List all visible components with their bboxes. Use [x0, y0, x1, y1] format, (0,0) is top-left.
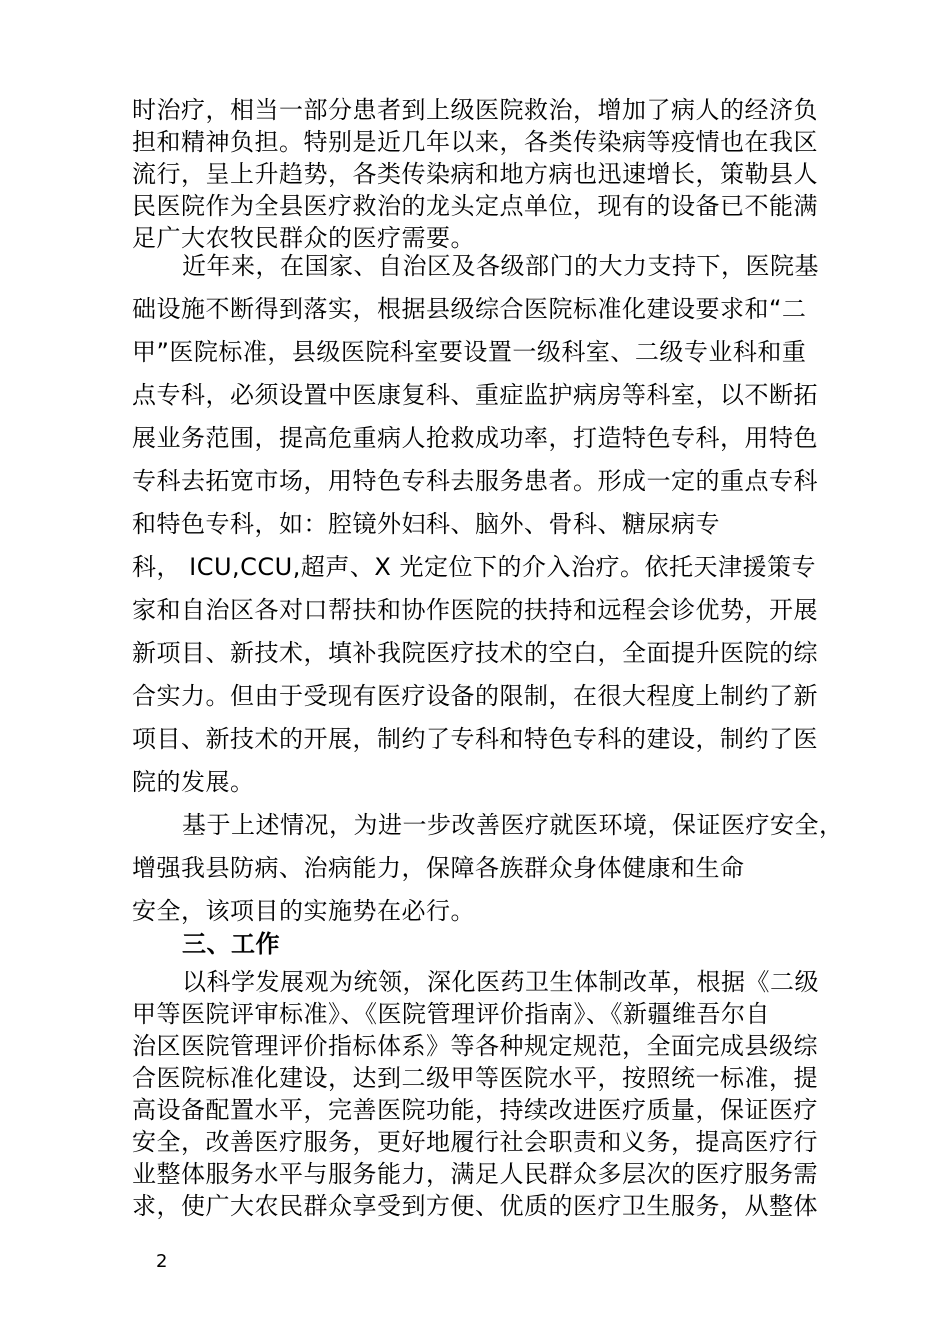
text-line: 安全，该项目的实施势在必行。: [132, 897, 475, 925]
text-line: 增强我县防病、治病能力，保障各族群众身体健康和生命: [132, 854, 745, 882]
text-line: 专科去拓宽市场，用特色专科去服务患者。形成一定的重点专科: [132, 467, 818, 495]
paragraph-3: [132, 804, 844, 933]
paragraph-4: [132, 966, 832, 1222]
paragraph-1: [132, 94, 832, 254]
text-line: 础设施不断得到落实，根据县级综合医院标准化建设要求和“二: [132, 295, 807, 323]
text-line: 治区医院管理评价指标体系》等各种规定规范，全面完成县级综: [132, 1032, 818, 1060]
text-line: 安全，改善医疗服务，更好地履行社会职责和义务，提高医疗行: [132, 1128, 818, 1156]
text-line: 和特色专科，如：腔镜外妇科、脑外、骨科、糖尿病专: [132, 510, 720, 538]
text-line: 院的发展。: [132, 768, 255, 796]
text-line: 业整体服务水平与服务能力，满足人民群众多层次的医疗服务需: [132, 1160, 818, 1188]
text-line: 新项目、新技术，填补我院医疗技术的空白，全面提升医院的综: [132, 639, 818, 667]
text-line: 甲等医院评审标准》、《医院管理评价指南》、《新疆维吾尔自: [132, 1000, 770, 1028]
page-number: 2: [156, 1251, 168, 1272]
text-line: 点专科，必须设置中医康复科、重症监护病房等科室，以不断拓: [132, 381, 818, 409]
text-line: 项目、新技术的开展，制约了专科和特色专科的建设，制约了医: [132, 725, 818, 753]
text-line: 足广大农牧民群众的医疗需要。: [132, 224, 475, 252]
text-line: 基于上述情况，为进一步改善医疗就医环境，保证医疗安全，: [182, 811, 844, 839]
text-line: 高设备配置水平，完善医院功能，持续改进医疗质量，保证医疗: [132, 1096, 818, 1124]
text-line: 展业务范围，提高危重病人抢救成功率，打造特色专科，用特色: [132, 424, 818, 452]
text-line: 合实力。但由于受现有医疗设备的限制，在很大程度上制约了新: [132, 682, 818, 710]
paragraph-2: [132, 245, 832, 804]
text-line: 家和自治区各对口帮扶和协作医院的扶持和远程会诊优势，开展: [132, 596, 818, 624]
section-heading: [132, 924, 832, 964]
text-line: 民医院作为全县医疗救治的龙头定点单位，现有的设备已不能满: [132, 192, 818, 220]
text-line: 时治疗，相当一部分患者到上级医院救治，增加了病人的经济负: [132, 96, 818, 124]
text-line: 担和精神负担。特别是近几年以来，各类传染病等疫情也在我区: [132, 128, 818, 156]
text-line: 求，使广大农民群众享受到方便、优质的医疗卫生服务，从整体: [132, 1192, 818, 1220]
text-line: 合医院标准化建设，达到二级甲等医院水平，按照统一标准，提: [132, 1064, 818, 1092]
text-line: 近年来，在国家、自治区及各级部门的大力支持下，医院基: [182, 252, 819, 280]
text-line: 科， ICU,CCU,超声、X 光定位下的介入治疗。依托天津援策专: [132, 553, 816, 581]
text-line: 以科学发展观为统领，深化医药卫生体制改革，根据《二级: [182, 968, 819, 996]
text-line: 流行，呈上升趋势，各类传染病和地方病也迅速增长，策勒县人: [132, 160, 818, 188]
text-line: 甲”医院标准，县级医院科室要设置一级科室、二级专业科和重: [132, 338, 807, 366]
heading-text: 三、工作: [182, 930, 280, 958]
